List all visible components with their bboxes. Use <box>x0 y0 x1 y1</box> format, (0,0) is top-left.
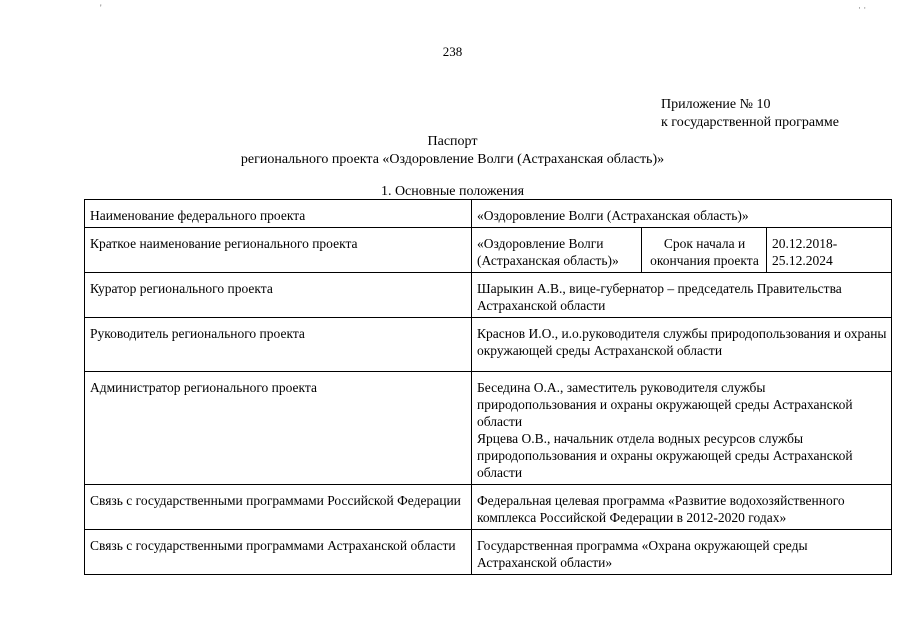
scan-speck: · · <box>858 3 867 13</box>
title-heading: Паспорт <box>427 134 478 149</box>
appendix-note <box>661 96 839 132</box>
table-row <box>85 318 892 372</box>
row-value-split <box>472 228 892 273</box>
row-label: Краткое наименование регионального проекта <box>85 228 472 273</box>
section-title: 1. Основные положения <box>380 184 525 199</box>
scan-speck: ' <box>100 3 102 13</box>
row-label: Связь с государственными программами Российской Федерации <box>85 485 472 530</box>
row-value <box>472 372 892 485</box>
row-label: Администратор регионального проекта <box>85 372 472 485</box>
page-number: 238 <box>442 44 463 59</box>
appendix-number: Приложение № 10 <box>661 97 771 112</box>
row-value: Шарыкин А.В., вице-губернатор – председатель Правительства Астраханской области <box>472 273 892 318</box>
document-title <box>0 133 905 169</box>
short-name-value: «Оздоровление Волги (Астраханская область)» <box>472 228 642 272</box>
passport-table <box>84 199 892 575</box>
row-value: Краснов И.О., и.о.руководителя службы природопользования и охраны окружающей среды Астраханской области <box>472 318 892 372</box>
row-label: Наименование федерального проекта <box>85 200 472 228</box>
row-label: Руководитель регионального проекта <box>85 318 472 372</box>
table-row <box>85 530 892 575</box>
table-row <box>85 273 892 318</box>
administrator-2: Ярцева О.В., начальник отдела водных ресурсов службы природопользования и охраны окружающей среды Астраханской области <box>477 431 853 480</box>
table-row <box>85 372 892 485</box>
title-subheading: регионального проекта «Оздоровление Волги (Астраханская область)» <box>240 152 665 167</box>
table-row <box>85 200 892 228</box>
row-label: Связь с государственными программами Астраханской области <box>85 530 472 575</box>
term-value: 20.12.2018-25.12.2024 <box>772 236 838 268</box>
row-label: Куратор регионального проекта <box>85 273 472 318</box>
row-value: «Оздоровление Волги (Астраханская область)» <box>472 200 892 228</box>
appendix-reference: к государственной программе <box>661 115 839 130</box>
table-row <box>85 228 892 273</box>
table-row <box>85 485 892 530</box>
term-label: Срок начала и окончания проекта <box>642 228 767 272</box>
row-value: Государственная программа «Охрана окружающей среды Астраханской области» <box>472 530 892 575</box>
row-value: Федеральная целевая программа «Развитие водохозяйственного комплекса Российской Федерации в 2012-2020 годах» <box>472 485 892 530</box>
administrator-1: Беседина О.А., заместитель руководителя службы природопользования и охраны окружающей среды Астраханской области <box>477 380 853 429</box>
